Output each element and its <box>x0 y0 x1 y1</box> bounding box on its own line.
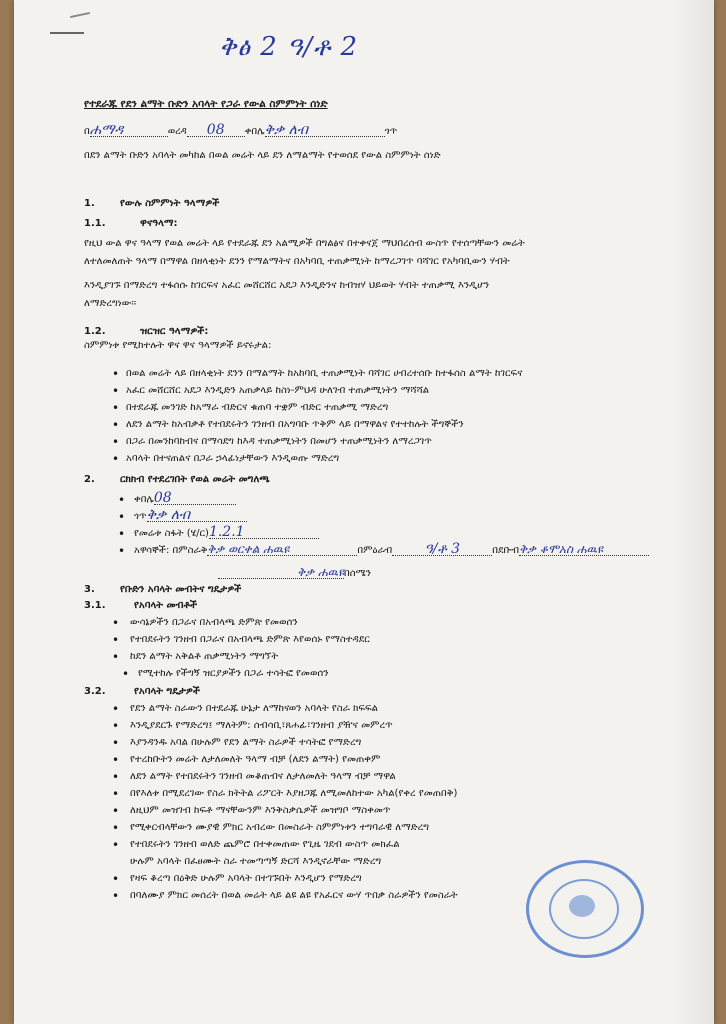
list-item: የዛፍ ቆረጣ በዕቅድ ሁሉም አባላት በተገኙበት እንዲሆን የማድረግ <box>130 873 362 884</box>
field-area <box>134 526 319 540</box>
list-item: በጋራ በመንከባከብና በማሳደግ ከእዳ ተጠቃሚነትን በመሆን ተጠቃሚነትን ለማረጋገጥ <box>126 436 432 447</box>
list-item: በወል መሬት ላይ በዘላቂነት ደንን በማልማት ከአከባቢ ተጠቃሚነት ባሻገር ሀብረተሰቡ ከተፋሰስ ልማት ከገርፍና <box>126 368 523 379</box>
bullet-icon: • <box>112 367 120 381</box>
bullet-icon: • <box>112 616 120 630</box>
woreda-value: 08 <box>187 124 245 137</box>
section-3-number: 3. <box>84 584 95 595</box>
section-3-2-number: 3.2. <box>84 686 106 697</box>
bullet-icon: • <box>112 384 120 398</box>
bullet-icon: • <box>112 719 120 733</box>
staple-mark-2 <box>70 12 90 18</box>
intro-line: በደን ልማት ቡድን አባላት መካከል በወል መሬት ላይ ደን ለማልማት የተወሰደ የውል ስምምነት ሰነድ <box>84 150 441 161</box>
field-value: ዓ/ቶ 3 <box>392 543 492 556</box>
field-value: 1.2.1 <box>209 526 319 539</box>
list-item: ሁሉም አባላት በፈፀሙት ስራ ተመጣጣኝ ድርሻ እንዲኖራቸው ማድረግ <box>130 856 382 867</box>
bullet-icon: • <box>112 804 120 818</box>
bullet-icon: • <box>112 650 120 664</box>
list-item: የሚቀርብላቸውን ሙያዊ ምክር አብረው በመስራት ስምምነቱን ተግባራዊ ለማድረግ <box>130 822 430 833</box>
section-1-1-title: ዋናዓላማ: <box>140 218 178 229</box>
list-item: ውሳኔዎችን በጋራና በአብላጫ ድምጽ የመወሰን <box>130 617 298 628</box>
kebele-label: ቀበሌ <box>244 126 265 137</box>
list-item: ለደን ልማት የተበደሩትን ገንዘብ መቆጠብና ለታለመለት ዓላማ ብቻ ማዋል <box>130 771 396 782</box>
form-number-handwritten: ቅፅ 2 ዓ/ቶ 2 <box>219 32 359 62</box>
list-item: አፈር መሸርሸር አደጋ እንዲድን አጠቃላይ ከስነ-ምህዳ ሁለገብ ተጠቃሚነትን ማሻሻል <box>126 385 430 396</box>
bullet-icon: • <box>112 753 120 767</box>
section-1-title: የውሉ ስምምነት ዓላማዎች <box>120 198 220 209</box>
field-label: በሰሜን <box>344 568 371 579</box>
section-3-1-number: 3.1. <box>84 600 106 611</box>
list-item: የደን ልማት ስራውን በተደራጁ ሁኔታ ለማከናወን አባላት የስራ ክፍፍል <box>130 703 378 714</box>
staple-mark <box>50 32 84 34</box>
bullet-icon: • <box>112 633 120 647</box>
bullet-icon: • <box>122 667 130 681</box>
list-item: ከደን ልማት አቅልቶ ጠቃሚነትን ማግኘት <box>130 651 279 662</box>
list-item: ለዚህም መዝገብ ከፍቶ ማናቸውንም እንቅስቃሴዎች መዝግቦ ማስቀመጥ <box>130 805 391 816</box>
bullet-icon: • <box>112 736 120 750</box>
kebele-value: ቅቃ ለብ <box>265 124 385 137</box>
field-value: ቅቃ ወርቀል ሐዉዩ <box>207 543 357 556</box>
list-item: የተበደሩትን ገንዘብ በጋራና በአብላጫ ድምጽ እየወሰኑ የማስተዳደር <box>130 634 370 645</box>
bullet-icon: • <box>112 821 120 835</box>
list-item: የተበደሩትን ገንዘብ ወለድ ጨምሮ በተቀመጠው የጊዜ ገደብ ውስጥ መክፈል <box>130 839 400 850</box>
list-item: እያንዳንዱ አባል በሁሉም የደን ልማት ስራዎች ተሳትፎ የማድረግ <box>130 737 362 748</box>
section-1-2-number: 1.2. <box>84 326 106 337</box>
bullet-icon: • <box>112 452 120 466</box>
section-1-1-number: 1.1. <box>84 218 106 229</box>
document-page <box>14 0 714 1024</box>
bullet-icon: • <box>112 838 120 852</box>
list-item: የሚተከሉ የችግኝ ዝርያዎችን በጋራ ተሳትፎ የመወሰን <box>138 668 329 679</box>
field-label: ቀበሌ <box>134 494 154 505</box>
bullet-icon: • <box>112 435 120 449</box>
section-3-2-title: የአባላት ግዴታዎች <box>134 686 200 697</box>
field-label: በደቡብ <box>492 545 520 556</box>
field-value: ቅቃ ለብ <box>147 509 247 522</box>
section-1-1-para-line: ለማድረግነው፡፡ <box>84 298 137 309</box>
field-value: ቅቃ ሐዉዩ <box>218 566 344 579</box>
section-1-2-intro: ስምምነቱ የሚከተሉት ዋና ዋና ዓላማዎች ይኖሩታል: <box>84 340 272 351</box>
section-1-1-para-line: የዚህ ውል ዋና ዓላማ የወል መሬት ላይ የተደራጁ ደን አልሚዎች በግልፅና በተቀናጀ ማህበረሰብ ውስጥ የተሰጣቸውን መሬት <box>84 238 525 249</box>
bullet-icon: • <box>112 702 120 716</box>
field-kebele <box>134 492 236 506</box>
field-north <box>218 566 371 580</box>
list-item: እንዲያደርጉ የማድረግ፤ ማለትም: ሰብሳቢ፣ጸሐፊ፣ገንዘብ ያዥና መምረጥ <box>130 720 393 731</box>
bullet-icon: • <box>118 544 126 558</box>
bullet-icon: • <box>118 510 126 524</box>
list-item: የተረከቡትን መሬት ለታለመለት ዓላማ ብቻ (ለደን ልማት) የመጠቀም <box>130 754 381 765</box>
list-item: በተደራጁ መንገድ ከአማራ ብድርና ቁጠባ ተቋም ብድር ተጠቃሚ ማድረግ <box>126 402 389 413</box>
list-item: አባላት በተናጠልና በጋራ ኃላፊነታቸውን እንዲወጡ ማድረግ <box>126 453 340 464</box>
field-value: ቅቃ ቆሞአስ ሐዉዩ <box>519 543 649 556</box>
bullet-icon: • <box>112 401 120 415</box>
section-2-title: ርክክብ የተደረገበት የወል መሬት መግለጫ <box>120 474 270 485</box>
woreda-label: ወረዳ <box>167 126 187 137</box>
field-label: የመሬቱ ስፋት (ሄ/ር) <box>134 528 209 539</box>
bullet-icon: • <box>112 889 120 903</box>
field-label: አዋሳኞች: በምስራቅ <box>134 545 208 556</box>
bullet-icon: • <box>118 527 126 541</box>
section-2-number: 2. <box>84 474 95 485</box>
list-item: ለደን ልማት ከአብቃቶ የተበደሩትን ገንዘብ በአግባቡ ጥቅም ላይ በማዋልና የተተከሉት ችግኞችን <box>126 419 464 430</box>
section-1-1-para-line: ለተለመለጠት ዓላማ በማዋል በዘላቂነት ደንን የማልማትና በአካባቢ ተጠቃሚነት ከማረጋገጥ ባሻገር የአካባቢውን ሃብት <box>84 256 510 267</box>
section-3-title: የቡድን አባላት መብትና ግዴታዎች <box>120 584 242 595</box>
section-1-1-para-line: እንዲያገኙ በማድረግ ተፋሰሱ ከገርፍና አፈር መሸርሸር አደጋ እንዲድንና ከብዝሃ ህይወት ሃብት ተጠቃሚ እንዲሆን <box>84 280 490 291</box>
list-item: በባለሙያ ምክር መሰረት በወል መሬት ላይ ልዩ ልዩ የአፈርና ውሃ ጥበቃ ስራዎችን የመስራት <box>130 890 458 901</box>
field-neighbors <box>134 543 649 557</box>
bullet-icon: • <box>112 872 120 886</box>
official-stamp-seal <box>526 860 644 958</box>
document-title: የተደራጁ የደን ልማት ቡድን አባላት የጋራ የውል ስምምነት ሰነድ <box>84 98 328 110</box>
got-label: ጎጥ <box>384 126 398 137</box>
location-line <box>84 124 397 138</box>
section-1-2-title: ዝርዝር ዓላማዎች: <box>140 326 209 337</box>
section-1-number: 1. <box>84 198 95 209</box>
section-3-1-title: የአባላት መብቶች <box>134 600 198 611</box>
region-value: ሐማዳ <box>90 124 168 137</box>
field-label: በምዕራብ <box>357 545 393 556</box>
bullet-icon: • <box>112 787 120 801</box>
region-label: በ <box>84 126 90 137</box>
page-shadow <box>674 0 714 1024</box>
bullet-icon: • <box>112 770 120 784</box>
bullet-icon: • <box>118 493 126 507</box>
bullet-icon: • <box>112 418 120 432</box>
list-item: በየእለቱ በሚደረገው የስራ ክትትል ሪፖርት እያዘጋጁ ለሚመለከተው አካል(የቀረ የመጠበቅ) <box>130 788 458 799</box>
field-label: ጎጥ <box>134 511 147 522</box>
field-value: 08 <box>154 492 236 505</box>
field-got <box>134 509 247 523</box>
